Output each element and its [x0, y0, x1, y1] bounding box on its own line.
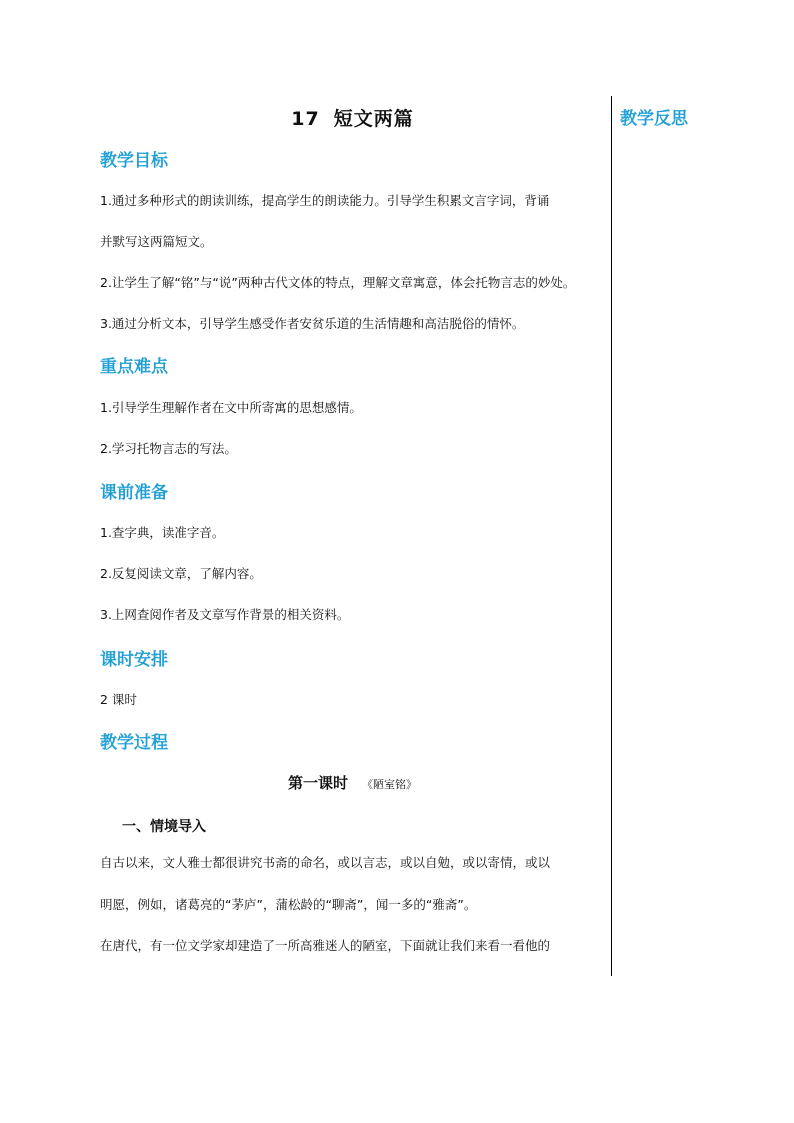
process-line-3: 在唐代，有一位文学家却建造了一所高雅迷人的陋室，下面就让我们来看一看他的: [100, 938, 551, 953]
page-title: [100, 104, 605, 131]
lesson-title: [100, 772, 605, 793]
lesson-number: 17: [291, 108, 320, 130]
section-heading-schedule: 课时安排: [100, 650, 168, 670]
objectives-line-2: 并默写这两篇短文。: [100, 234, 213, 249]
process-line-2: 明愿，例如，诸葛亮的“茅庐”，蒲松龄的“聊斋”，闻一多的“雅斋”。: [100, 897, 477, 912]
section-heading-key-points: 重点难点: [100, 357, 168, 377]
objectives-line-3: 2.让学生了解“铭”与“说”两种古代文体的特点，理解文章寓意，体会托物言志的妙处。: [100, 275, 576, 290]
key-points-line-1: 1.引导学生理解作者在文中所寄寓的思想感情。: [100, 400, 362, 415]
section-heading-preparation: 课前准备: [100, 483, 168, 503]
lesson-name: 短文两篇: [333, 108, 414, 130]
objectives-line-1: 1.通过多种形式的朗读训练，提高学生的朗读能力。引导学生积累文言字词，背诵: [100, 193, 550, 208]
step-heading-intro: 一、情境导入: [122, 819, 206, 835]
lesson-text-title: 《陋室铭》: [362, 778, 417, 791]
lesson-period: 第一课时: [287, 774, 348, 792]
reflection-column: [620, 104, 780, 129]
section-heading-objectives: 教学目标: [100, 151, 168, 171]
process-line-1: 自古以来，文人雅士都很讲究书斋的命名，或以言志，或以自勉，或以寄情，或以: [100, 855, 551, 870]
objectives-line-4: 3.通过分析文本，引导学生感受作者安贫乐道的生活情趣和高洁脱俗的情怀。: [100, 316, 525, 331]
preparation-line-1: 1.查字典，读准字音。: [100, 525, 225, 540]
column-divider: [611, 96, 612, 976]
schedule-line-1: 2 课时: [100, 692, 137, 707]
key-points-line-2: 2.学习托物言志的写法。: [100, 441, 237, 456]
section-heading-process: 教学过程: [100, 733, 168, 753]
preparation-line-2: 2.反复阅读文章，了解内容。: [100, 566, 262, 581]
reflection-heading: 教学反思: [620, 109, 688, 129]
preparation-line-3: 3.上网查阅作者及文章写作背景的相关资料。: [100, 607, 350, 622]
